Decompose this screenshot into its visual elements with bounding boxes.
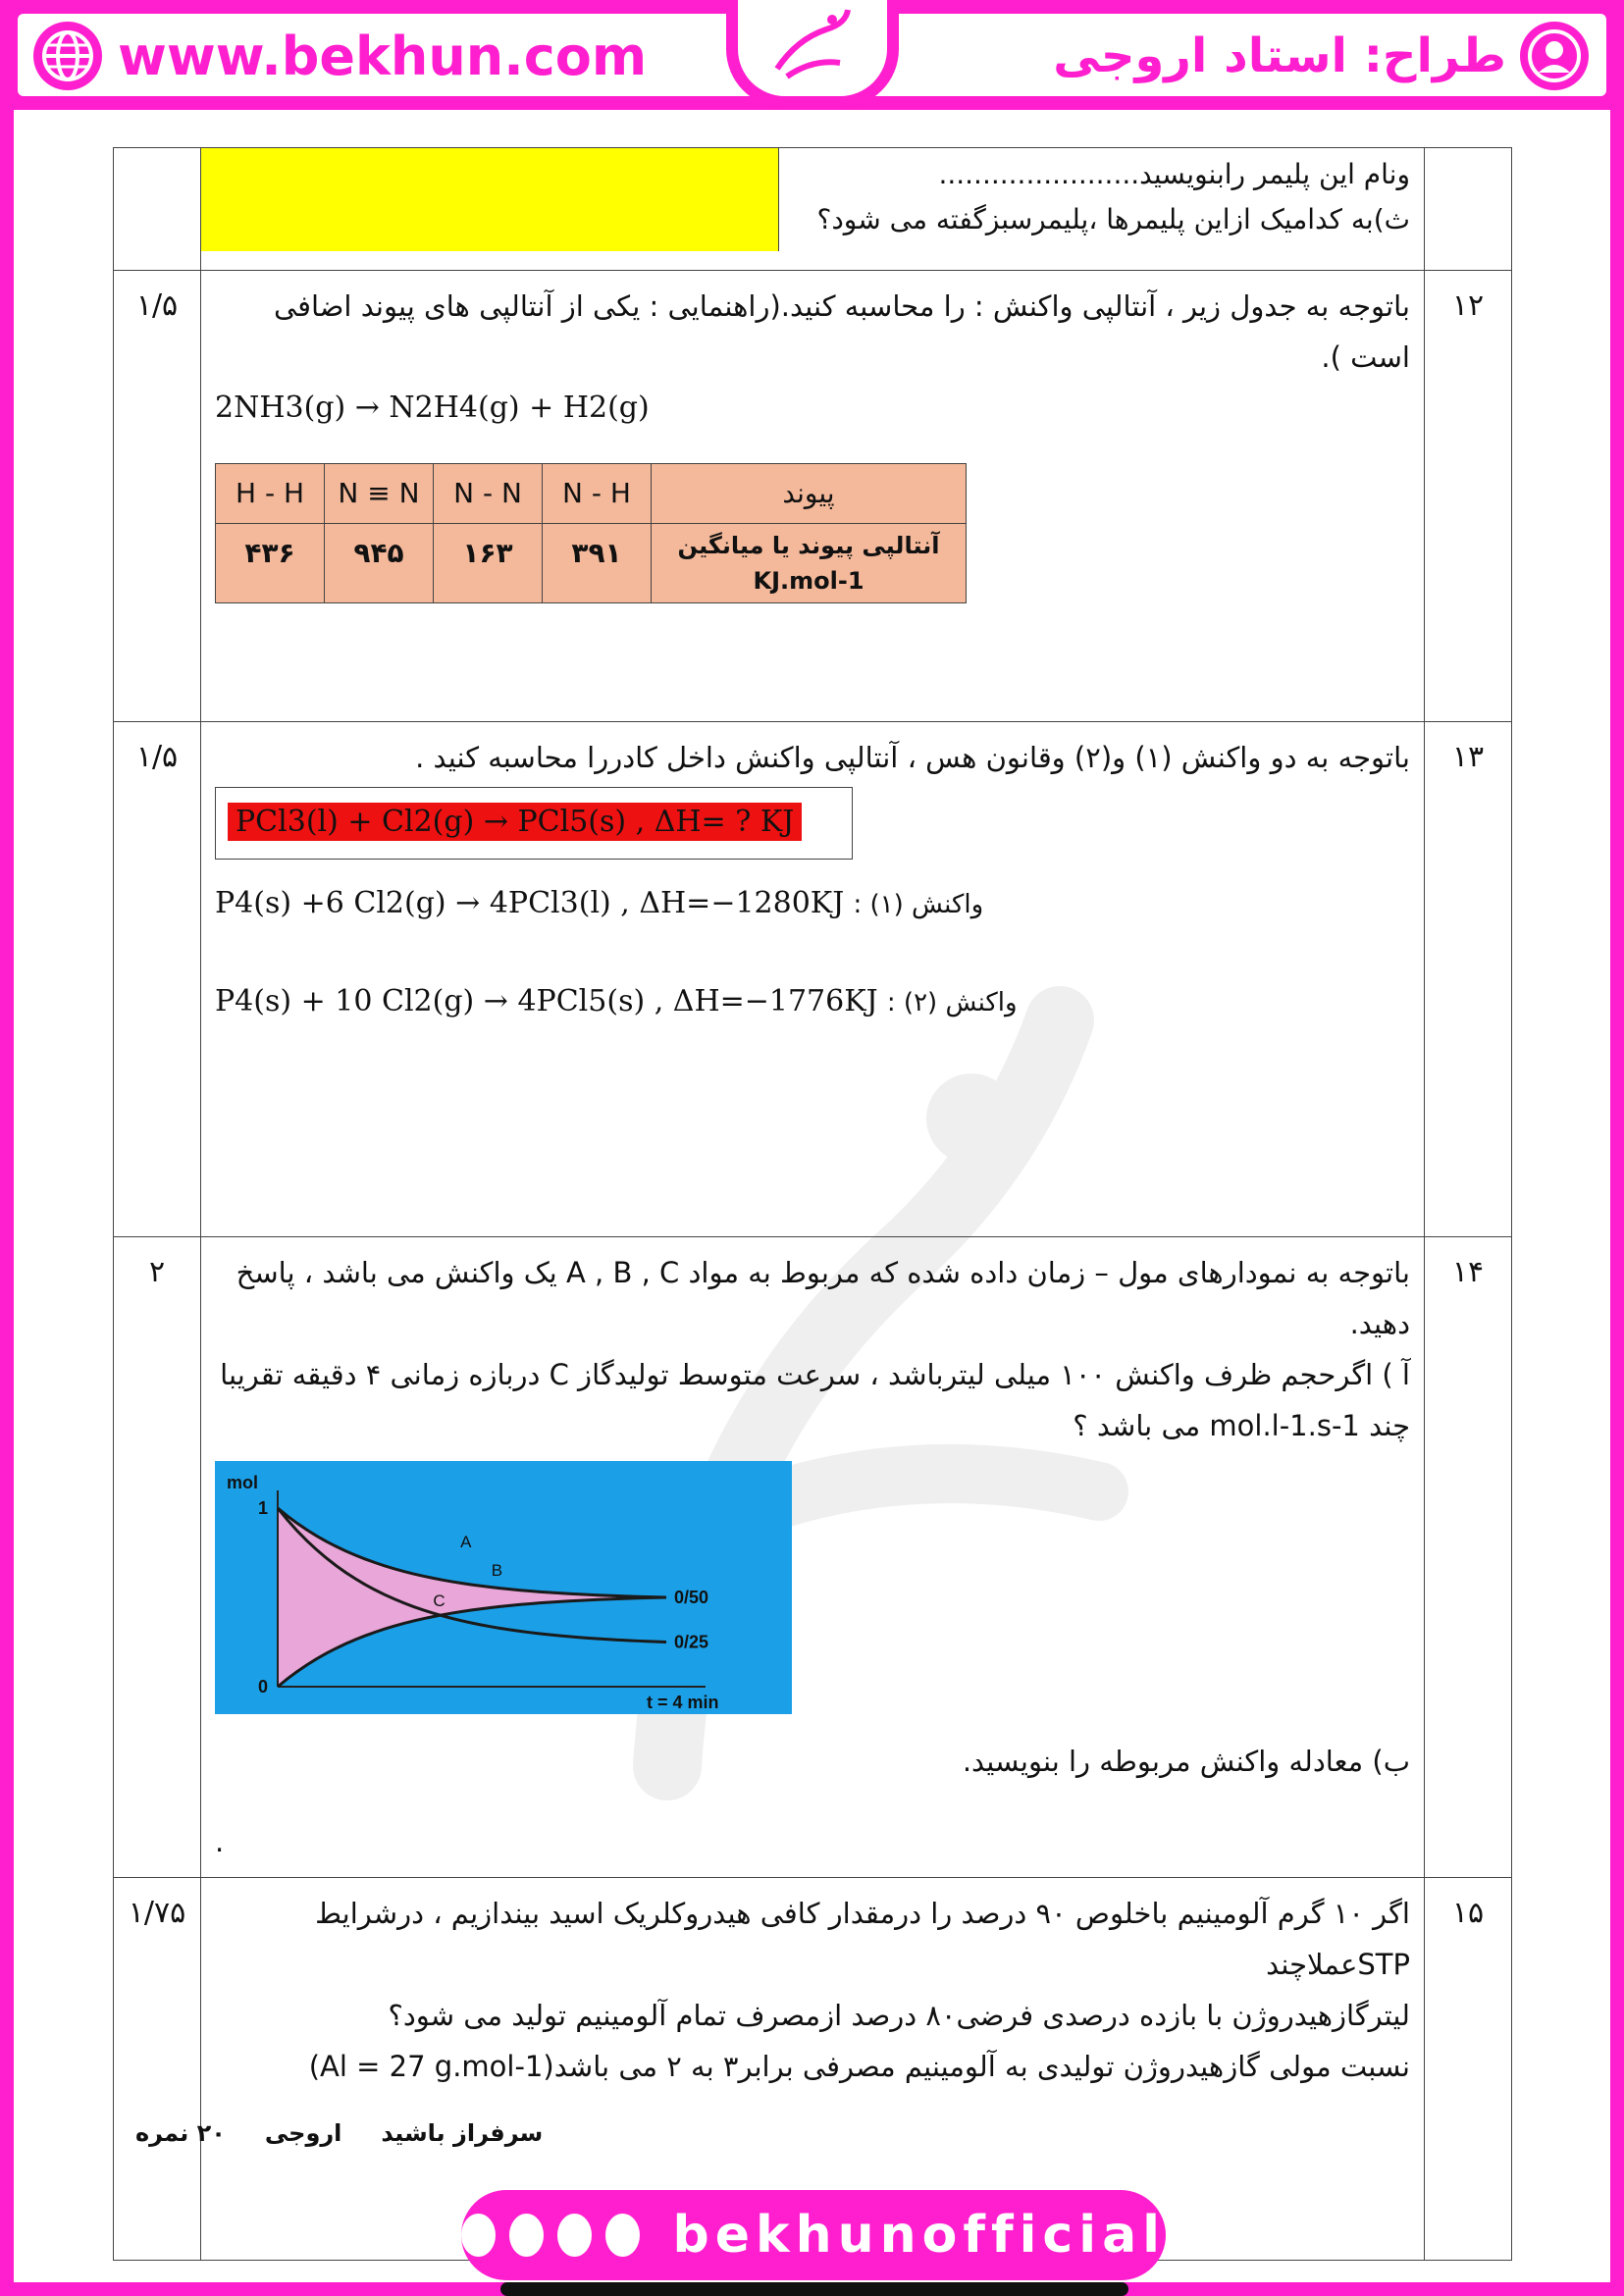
footer-wish: سرفراز باشید <box>381 2119 544 2147</box>
bond-cell: N - N <box>434 464 543 524</box>
footer-note <box>135 2119 543 2147</box>
q14-part-a-line-2: چند mol.l-1.s-1 می باشد ؟ <box>1073 1409 1410 1442</box>
table-row <box>114 148 1512 271</box>
q15-line-2: لیترگازهیدروژن با بازده درصدی فرضی۸۰ درصد ازمصرف تمام آلومینیم تولید می شود؟ <box>388 1999 1410 2032</box>
user-icon <box>1520 22 1589 90</box>
q14-part-b: ب) معادله واکنش مربوطه را بنویسید. <box>962 1745 1410 1778</box>
question-score: ۲ <box>114 1237 201 1878</box>
q11-line-1: ونام این پلیمر رابنویسید....................... <box>938 158 1410 190</box>
question-score: ۱/۵ <box>114 722 201 1237</box>
y-tick-label: 0 <box>258 1677 269 1696</box>
youtube-icon[interactable] <box>509 2214 544 2257</box>
q13-text: باتوجه به دو واکنش (۱) و(۲) وقانون هس ، آنتالپی واکنش داخل کادررا محاسبه کنید . <box>415 741 1410 774</box>
q12-text: باتوجه به جدول زیر ، آنتالپی واکنش : را محاسبه کنید.(راهنمایی : یکی از آنتالپی های پیوند اضافی است ). <box>273 289 1410 374</box>
reaction-1: P4(s) +6 Cl2(g) → 4PCl3(l) , ΔH=−1280KJ <box>215 886 845 920</box>
q14-part-a-line-1: آ ) اگرحجم ظرف واکنش ۱۰۰ میلی لیترباشد ، سرعت متوسط تولیدگاز C دربازه زمانی ۴ دقیقه تقریبا <box>220 1358 1410 1391</box>
bond-cell: N - H <box>543 464 652 524</box>
reaction-2: P4(s) + 10 Cl2(g) → 4PCl5(s) , ΔH=−1776KJ <box>215 984 878 1018</box>
mole-time-chart <box>215 1461 792 1714</box>
q12-equation: 2NH3(g) → N2H4(g) + H2(g) <box>215 391 650 425</box>
footer-author: اروجی <box>264 2119 342 2147</box>
q15-line-1: اگر ۱۰ گرم آلومینیم باخلوص ۹۰ درصد را درمقدار کافی هیدروکلریک اسید بیندازیم ، درشرایط STPعملاچند <box>315 1897 1410 1981</box>
question-number: ۱۲ <box>1425 271 1512 722</box>
bond-cell: N ≡ N <box>325 464 434 524</box>
target-reaction-box <box>215 787 853 860</box>
row-unit: KJ.mol-1 <box>753 567 864 595</box>
globe-icon <box>33 22 102 90</box>
designer-credit <box>1053 22 1589 90</box>
q14-text: باتوجه به نمودارهای مول – زمان داده شده که مربوط به مواد A , B , C یک واکنش می باشد ، پاسخ دهید. <box>236 1256 1410 1340</box>
social-handle: bekhunofficial <box>672 2206 1166 2265</box>
site-link[interactable] <box>33 22 647 90</box>
x-axis-label: t = 4 min <box>647 1693 719 1712</box>
table-row <box>114 722 1512 1237</box>
telegram-icon[interactable] <box>557 2214 592 2257</box>
bond-enthalpy-table <box>215 463 967 603</box>
bond-cell: H - H <box>216 464 325 524</box>
target-reaction: PCl3(l) + Cl2(g) → PCl5(s) , ΔH= ? KJ <box>228 803 802 841</box>
question-number: ۱۵ <box>1425 1878 1512 2261</box>
question-number: ۱۳ <box>1425 722 1512 1237</box>
q11-line-2: ث)به کدامیک ازاین پلیمرها ،پلیمرسبزگفته می شود؟ <box>816 203 1410 235</box>
question-number: ۱۴ <box>1425 1237 1512 1878</box>
value-cell: ۴۳۶ <box>216 524 325 603</box>
question-score: ۱/۵ <box>114 271 201 722</box>
series-label-a: A <box>460 1533 472 1552</box>
series-label-b: B <box>491 1561 503 1581</box>
exam-table <box>113 147 1512 2261</box>
brand-logo <box>726 0 899 108</box>
footer-total: ۲۰ نمره <box>135 2119 226 2147</box>
reaction-2-label: واکنش (۲) : <box>886 988 1018 1018</box>
designer-name: طراح: استاد اروجی <box>1053 28 1506 83</box>
answer-highlight-box <box>201 148 779 251</box>
castbox-icon[interactable] <box>461 2214 496 2257</box>
question-score: ۱/۷۵ <box>114 1878 201 2261</box>
social-bar[interactable] <box>461 2190 1166 2280</box>
y-axis-label: mol <box>227 1473 259 1492</box>
value-cell: ۱۶۳ <box>434 524 543 603</box>
site-url: www.bekhun.com <box>118 25 648 87</box>
value-cell: ۳۹۱ <box>543 524 652 603</box>
table-header-label: پیوند <box>652 464 967 524</box>
reaction-1-label: واکنش (۱) : <box>853 890 984 919</box>
series-label-c: C <box>433 1592 445 1611</box>
q15-line-3: نسبت مولی گازهیدروژن تولیدی به آلومینیم مصرفی برابر۳ به ۲ می باشد(Al = 27 g.mol-1) <box>308 2050 1410 2083</box>
end-value-label: 0/50 <box>674 1588 709 1607</box>
footer-shadow <box>500 2282 1128 2296</box>
trailing-dot: . <box>215 1825 225 1858</box>
y-tick-label: 1 <box>258 1498 269 1518</box>
end-value-label: 0/25 <box>674 1632 709 1652</box>
row-label: آنتالپی پیوند یا میانگین <box>677 532 940 559</box>
value-cell: ۹۴۵ <box>325 524 434 603</box>
table-row <box>114 271 1512 722</box>
instagram-icon[interactable] <box>605 2214 640 2257</box>
table-row <box>114 1237 1512 1878</box>
